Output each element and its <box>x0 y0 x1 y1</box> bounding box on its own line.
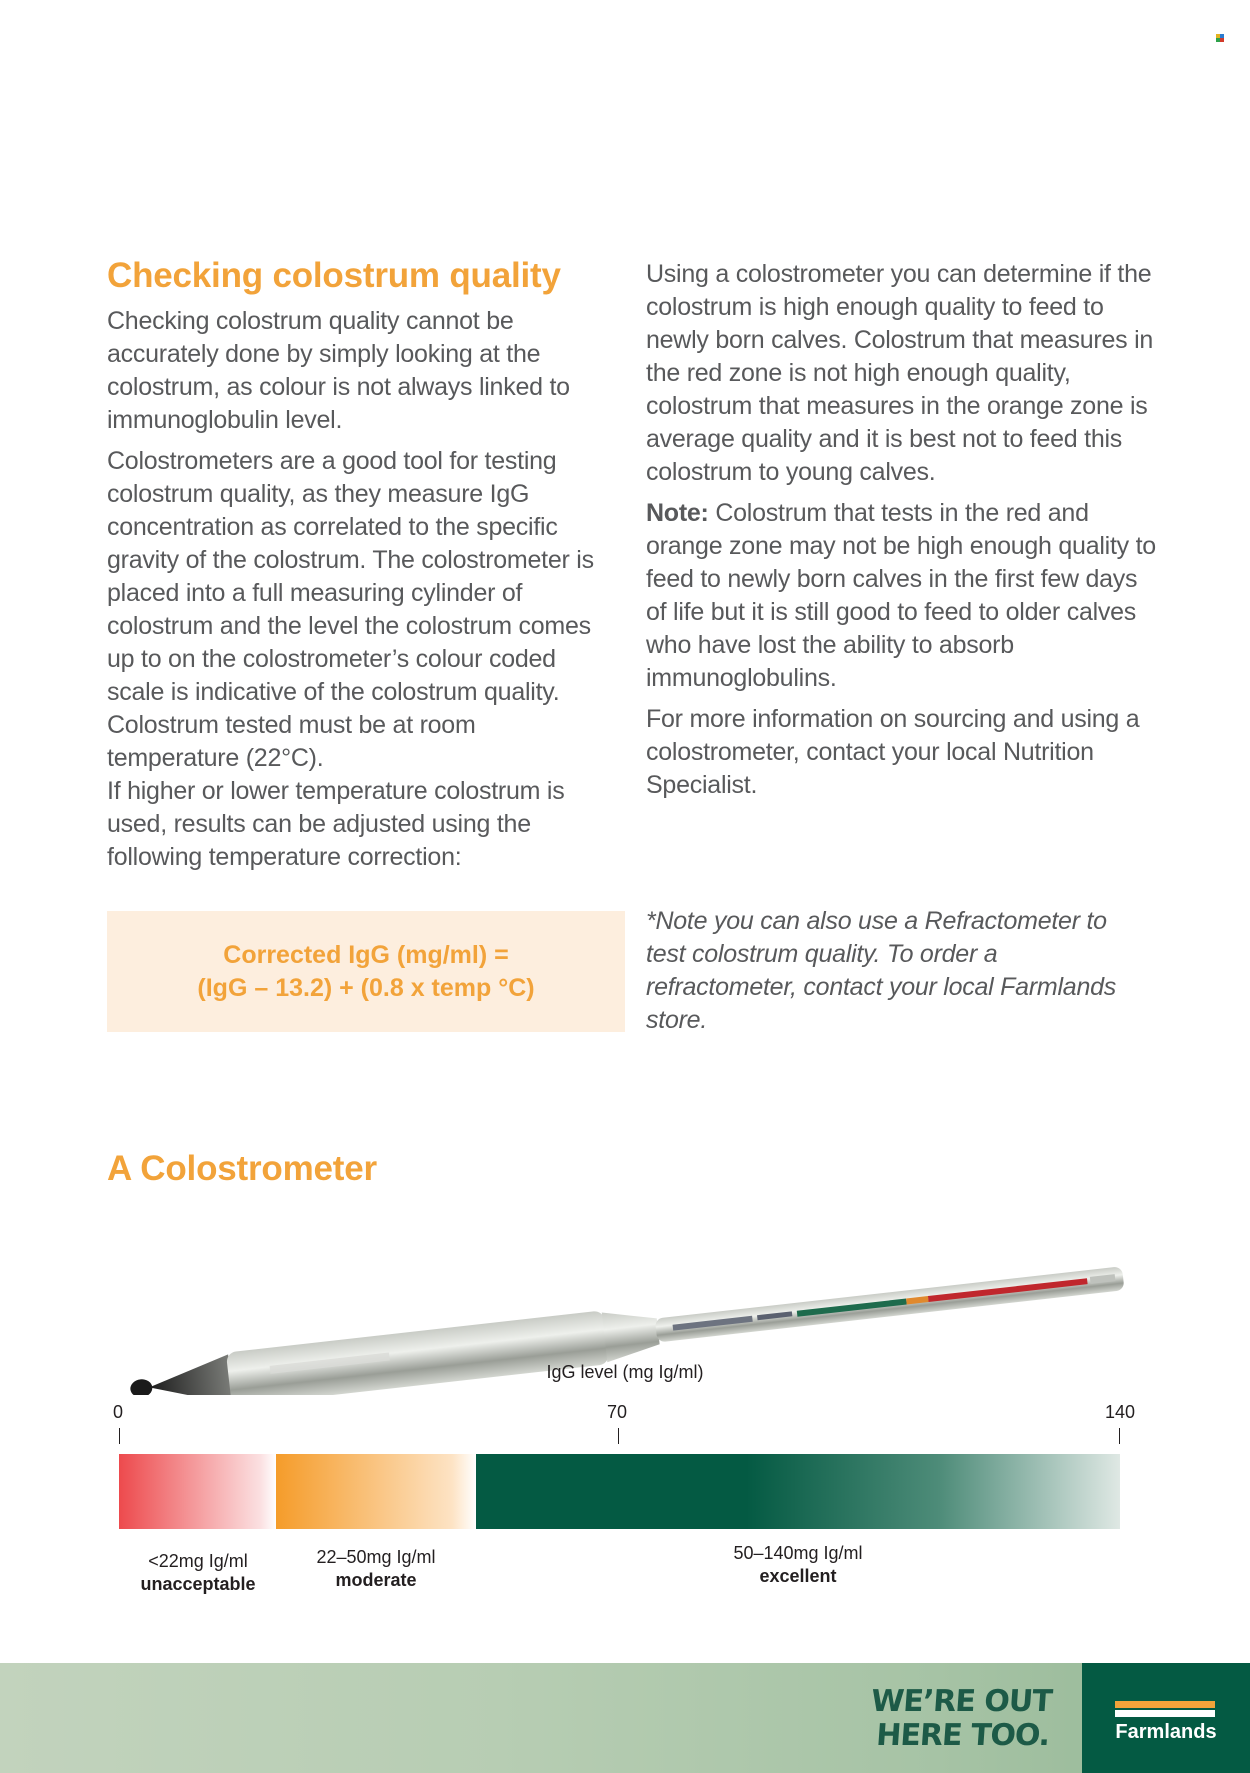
farmlands-logo <box>1082 1663 1250 1773</box>
formula-line-2: (IgG – 13.2) + (0.8 x temp °C) <box>197 973 535 1002</box>
corner-color-mark <box>1216 34 1224 42</box>
logo-stripe-orange <box>1115 1701 1215 1708</box>
tick-mark-70 <box>618 1428 619 1444</box>
range-name: excellent <box>759 1566 837 1586</box>
paragraph-temperature: If higher or lower temperature colostrum is used, results can be adjusted using the following temperature correction: <box>107 777 565 871</box>
scale-segment-excellent <box>476 1454 1120 1529</box>
scale-segment-moderate <box>276 1454 476 1529</box>
range-label-excellent <box>698 1542 898 1588</box>
formula-line-1: Corrected IgG (mg/ml) = <box>223 940 509 969</box>
paragraph-intro: Checking colostrum quality cannot be accurately done by simply looking at the colostrum, as colour is not always linked to immunoglobulin level. <box>107 307 570 434</box>
scale-segment-unacceptable <box>119 1454 276 1529</box>
range-value: 22–50mg Ig/ml <box>316 1547 436 1567</box>
tagline-line-1: WE’RE OUT <box>869 1684 1053 1719</box>
footer-tagline <box>867 1685 1052 1753</box>
paragraph-colostrometers: Colostrometers are a good tool for testing colostrum quality, as they measure IgG concentration as correlated to the specific gravity of the colostrum. The colostrometer is placed into a full measuring cylinder of colostrum and the level the colostrum comes up to on the colostrometer’s colour coded scale is indicative of the colostrum quality. Colostrum tested must be at room temperature (22°C). <box>107 447 594 772</box>
section-title-colostrometer: A Colostrometer <box>107 1149 377 1188</box>
range-name: unacceptable <box>140 1574 256 1594</box>
paragraph-using-colostrometer: Using a colostrometer you can determine if the colostrum is high enough quality to feed to newly born calves. Colostrum that measures in the red zone is not high enough quality, colostrum that measures in the orange zone is average quality and it is best not to feed this colostrum to young calves. <box>646 260 1154 486</box>
range-label-moderate <box>296 1546 456 1592</box>
range-name: moderate <box>335 1570 417 1590</box>
tick-label-70: 70 <box>607 1402 628 1422</box>
tick-label-140: 140 <box>1105 1402 1136 1422</box>
tick-label-0: 0 <box>113 1402 124 1422</box>
tagline-line-2: HERE TOO. <box>874 1718 1051 1753</box>
paragraph-note <box>646 497 1156 695</box>
left-column <box>107 305 607 882</box>
logo-text: Farmlands <box>1115 1721 1217 1743</box>
tick-mark-0 <box>119 1428 120 1444</box>
range-value: <22mg Ig/ml <box>148 1551 248 1571</box>
right-column <box>646 258 1156 810</box>
scale-title: IgG level (mg Ig/ml) <box>546 1362 704 1382</box>
formula-box <box>107 911 625 1032</box>
paragraph-more-info: For more information on sourcing and using a colostrometer, contact your local Nutrition Specialist. <box>646 705 1140 799</box>
tick-mark-140 <box>1119 1428 1120 1444</box>
note-label: Note: <box>646 499 709 527</box>
range-label-unacceptable <box>118 1550 278 1596</box>
range-value: 50–140mg Ig/ml <box>733 1543 863 1563</box>
footer-banner <box>0 1663 1250 1773</box>
note-text: Colostrum that tests in the red and orange zone may not be high enough quality to feed to newly born calves in the first few days of life but it is still good to feed to older calves who have lost the ability to absorb immunoglobulins. <box>646 499 1156 692</box>
refractometer-note: *Note you can also use a Refractometer to test colostrum quality. To order a refractometer, contact your local Farmlands store. <box>646 907 1116 1034</box>
section-title-checking: Checking colostrum quality <box>107 256 561 295</box>
logo-stripe-white <box>1115 1710 1215 1717</box>
